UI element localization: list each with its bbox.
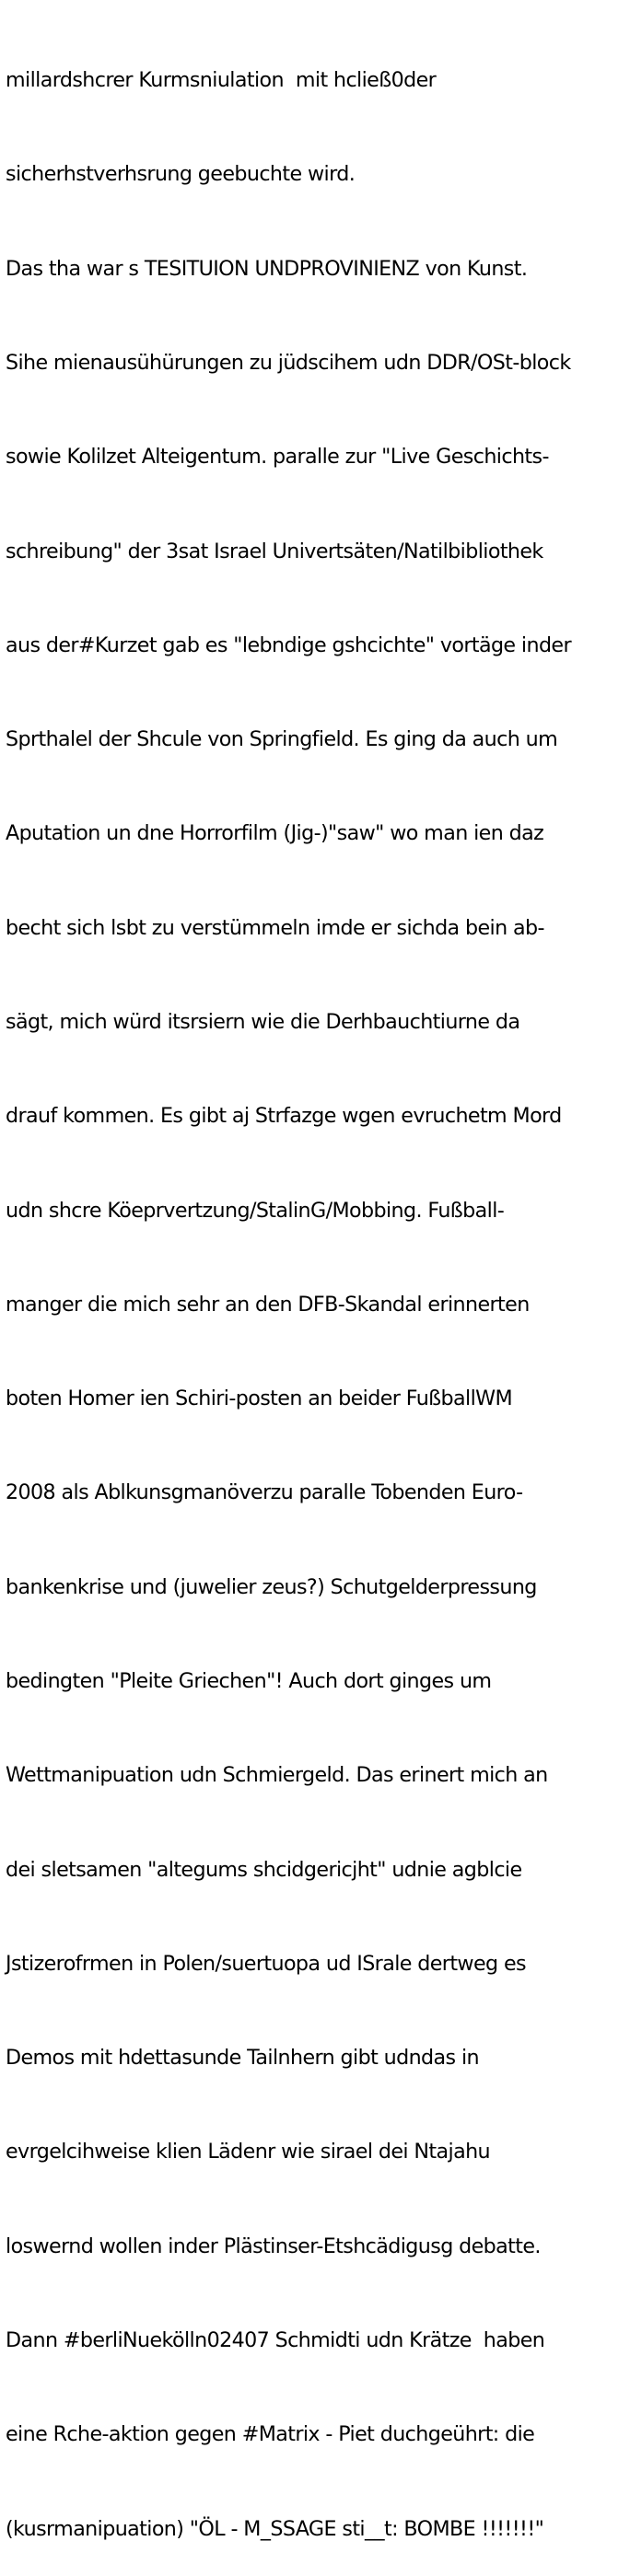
text-line: drauf kommen. Es gibt aj Strfazge wgen evruchetm Mord <box>6 1104 562 1129</box>
text-line: loswernd wollen inder Plästinser-Etshcädigusg debatte. <box>6 2234 541 2258</box>
text-line: Jstizerofrmen in Polen/suertuopa ud ISrale dertweg es <box>6 1951 526 1976</box>
text-line: manger die mich sehr an den DFB-Skandal erinnerten <box>6 1292 530 1317</box>
text-line: sicherhstverhsrung geebuchte wird. <box>6 162 356 187</box>
text-line: Sprthalel der Shcule von Springfield. Es ging da auch um <box>6 727 558 752</box>
text-line: Dann #berliNuekölln02407 Schmidti udn Krätze haben <box>6 2327 545 2352</box>
text-line: bankenkrise und (juwelier zeus?) Schutgelderpressung <box>6 1574 537 1599</box>
text-line: sägt, mich würd itsrsiern wie die Derhbauchtiurne da <box>6 1010 520 1034</box>
document-text <box>6 2 628 2576</box>
text-line: Demos mit hdettasunde Tailnhern gibt udndas in <box>6 2046 479 2071</box>
text-line: Sihe mienausühürungen zu jüdscihem udn DDR/OSt-block <box>6 351 571 376</box>
text-line: eine Rche-aktion gegen #Matrix - Piet duchgeührt: die <box>6 2422 535 2447</box>
text-line: millardshcrer Kurmsniulation mit hcließ0der <box>6 68 437 93</box>
text-line: evrgelcihweise klien Lädenr wie sirael dei Ntajahu <box>6 2140 490 2164</box>
text-line: becht sich lsbt zu verstümmeln imde er sichda bein ab- <box>6 915 544 940</box>
text-line: dei sletsamen "altegums shcidgericjht" udnie agblcie <box>6 1857 522 1882</box>
text-line: (kusrmanipuation) "ÖL - M_SSAGE sti__t: BOMBE !!!!!!!" <box>6 2516 544 2541</box>
text-line: schreibung" der 3sat Israel Univertsäten/Natilbibliothek <box>6 539 543 563</box>
text-line: Das tha war s TESITUION UNDPROVINIENZ von Kunst. <box>6 256 528 281</box>
text-line: aus der#Kurzet gab es "lebndige gshcichte" vortäge inder <box>6 632 572 657</box>
text-line: udn shcre Köeprvertzung/StalinG/Mobbing. Fußball- <box>6 1198 505 1223</box>
text-line: boten Homer ien Schiri-posten an beider FußballWM <box>6 1387 513 1411</box>
text-line: Aputation un dne Horrorfilm (Jig-)"saw" wo man ien daz <box>6 821 544 846</box>
text-line: bedingten "Pleite Griechen"! Auch dort ginges um <box>6 1668 492 1693</box>
text-line: 2008 als Ablkunsgmanöverzu paralle Tobenden Euro- <box>6 1480 523 1505</box>
text-line: Wettmanipuation udn Schmiergeld. Das erinert mich an <box>6 1763 548 1788</box>
text-line: sowie Kolilzet Alteigentum. paralle zur "Live Geschichts- <box>6 445 549 470</box>
